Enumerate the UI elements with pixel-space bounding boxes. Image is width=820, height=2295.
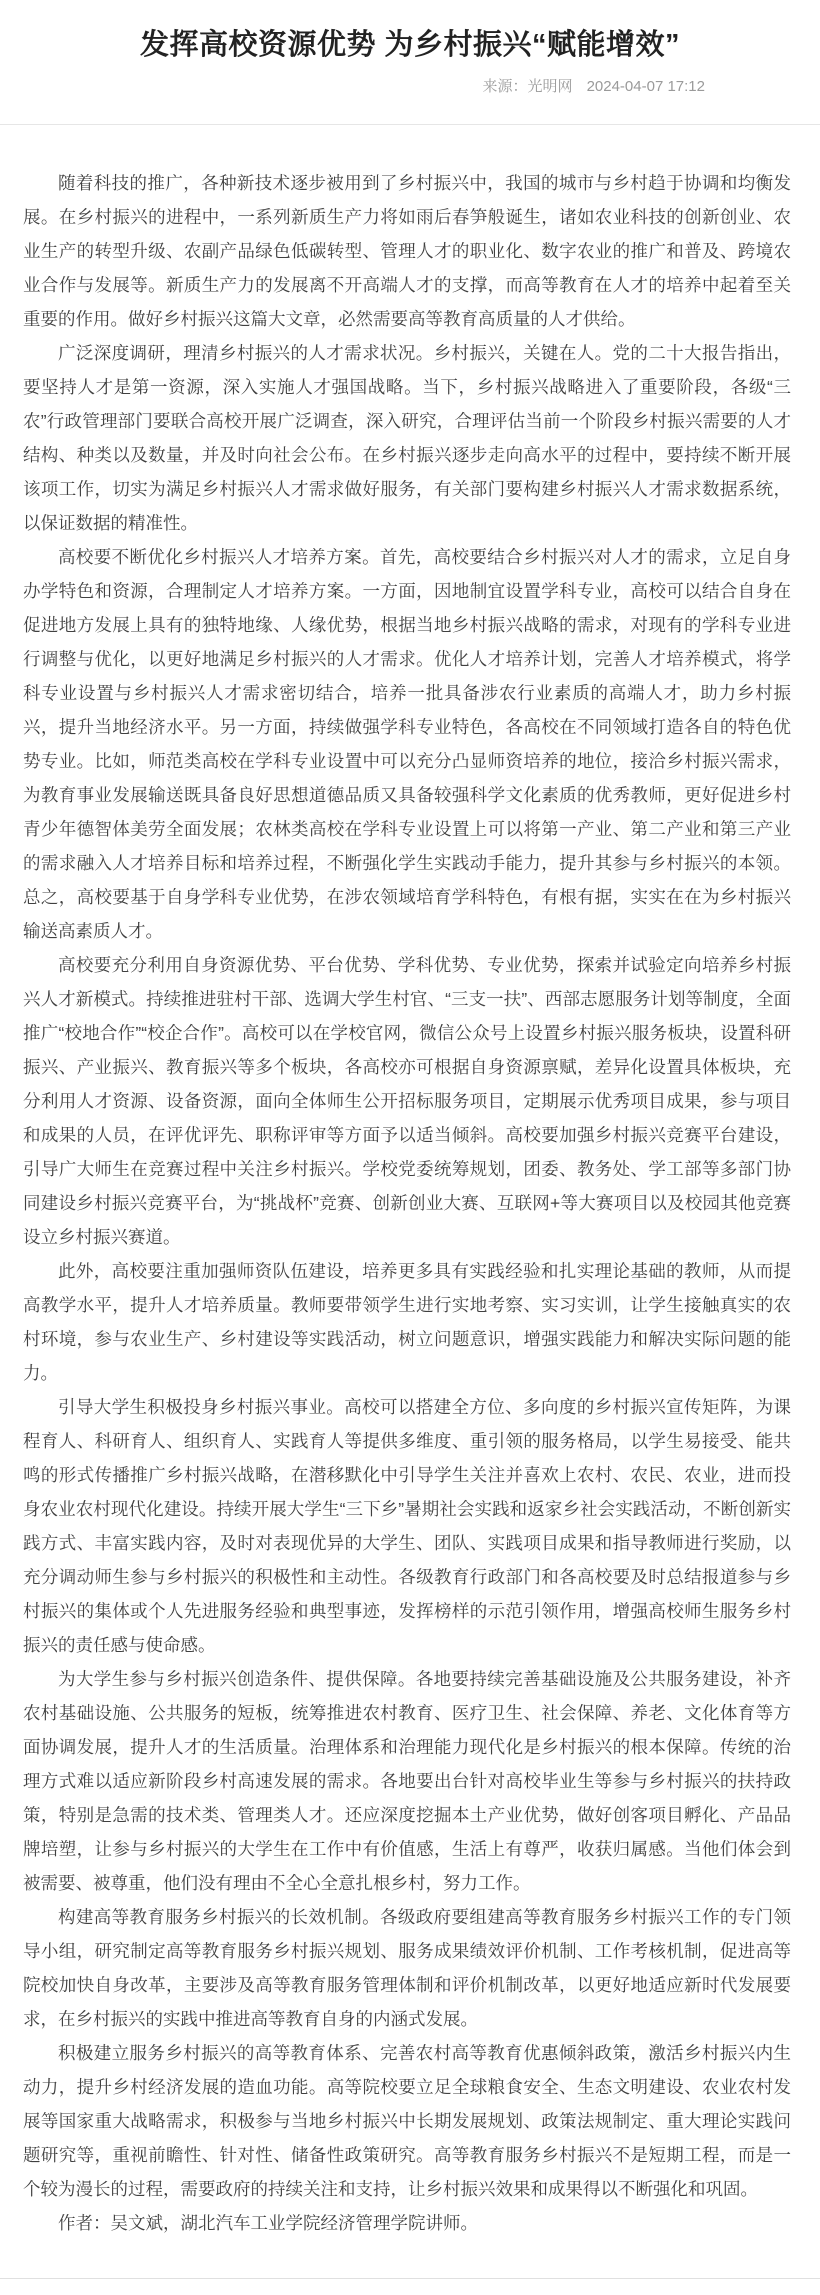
article-paragraph: 高校要充分利用自身资源优势、平台优势、学科优势、专业优势，探索并试验定向培养乡村振兴人才新模式。持续推进驻村干部、选调大学生村官、“三支一扶”、西部志愿服务计划等制度，全面推广“校地合作”“校企合作”。高校可以在学校官网，微信公众号上设置乡村振兴服务板块，设置科研振兴、产业振兴、教育振兴等多个板块，各高校亦可根据自身资源禀赋，差异化设置具体板块，充分利用人才资源、设备资源，面向全体师生公开招标服务项目，定期展示优秀项目成果，参与项目和成果的人员，在评优评先、职称评审等方面予以适当倾斜。高校要加强乡村振兴竞赛平台建设，引导广大师生在竞赛过程中关注乡村振兴。学校党委统筹规划，团委、教务处、学工部等多部门协同建设乡村振兴竞赛平台，为“挑战杯”竞赛、创新创业大赛、互联网+等大赛项目以及校园其他竞赛设立乡村振兴赛道。	[23, 955, 791, 1247]
article-paragraph: 高校要不断优化乡村振兴人才培养方案。首先，高校要结合乡村振兴对人才的需求，立足自身办学特色和资源，合理制定人才培养方案。一方面，因地制宜设置学科专业，高校可以结合自身在促进地方发展上具有的独特地缘、人缘优势，根据当地乡村振兴战略的需求，对现有的学科专业进行调整与优化，以更好地满足乡村振兴的人才需求。优化人才培养计划，完善人才培养模式，将学科专业设置与乡村振兴人才需求密切结合，培养一批具备涉农行业素质的高端人才，助力乡村振兴，提升当地经济水平。另一方面，持续做强学科专业特色，各高校在不同领域打造各自的特色优势专业。比如，师范类高校在学科专业设置中可以充分凸显师资培养的地位，接洽乡村振兴需求，为教育事业发展输送既具备良好思想道德品质又具备较强科学文化素质的优秀教师，更好促进乡村青少年德智体美劳全面发展；农林类高校在学科专业设置上可以将第一产业、第二产业和第三产业的需求融入人才培养目标和培养过程，不断强化学生实践动手能力，提升其参与乡村振兴的本领。总之，高校要基于自身学科专业优势，在涉农领域培育学科特色，有根有据，实实在在为乡村振兴输送高素质人才。	[23, 547, 791, 941]
article-header	[0, 0, 820, 97]
bottom-divider	[0, 2278, 820, 2279]
source-name: 光明网	[527, 78, 573, 95]
header-divider	[0, 124, 820, 125]
article-paragraph: 积极建立服务乡村振兴的高等教育体系、完善农村高等教育优惠倾斜政策，激活乡村振兴内生动力，提升乡村经济发展的造血功能。高等院校要立足全球粮食安全、生态文明建设、农业农村发展等国家重大战略需求，积极参与当地乡村振兴中长期发展规划、政策法规制定、重大理论实践问题研究等，重视前瞻性、针对性、储备性政策研究。高等教育服务乡村振兴不是短期工程，而是一个较为漫长的过程，需要政府的持续关注和支持，让乡村振兴效果和成果得以不断强化和巩固。	[23, 2043, 791, 2199]
author-line: 作者：吴文斌，湖北汽车工业学院经济管理学院讲师。	[58, 2213, 478, 2233]
article-paragraph: 随着科技的推广，各种新技术逐步被用到了乡村振兴中，我国的城市与乡村趋于协调和均衡发展。在乡村振兴的进程中，一系列新质生产力将如雨后春笋般诞生，诸如农业科技的创新创业、农业生产的转型升级、农副产品绿色低碳转型、管理人才的职业化、数字农业的推广和普及、跨境农业合作与发展等。新质生产力的发展离不开高端人才的支撑，而高等教育在人才的培养中起着至关重要的作用。做好乡村振兴这篇大文章，必然需要高等教育高质量的人才供给。	[23, 173, 791, 329]
article-paragraph: 构建高等教育服务乡村振兴的长效机制。各级政府要组建高等教育服务乡村振兴工作的专门领导小组，研究制定高等教育服务乡村振兴规划、服务成果绩效评价机制、工作考核机制，促进高等院校加快自身改革，主要涉及高等教育服务管理体制和评价机制改革，以更好地适应新时代发展要求，在乡村振兴的实践中推进高等教育自身的内涵式发展。	[23, 1907, 791, 2029]
article-paragraph: 广泛深度调研，理清乡村振兴的人才需求状况。乡村振兴，关键在人。党的二十大报告指出，要坚持人才是第一资源，深入实施人才强国战略。当下，乡村振兴战略进入了重要阶段，各级“三农”行政管理部门要联合高校开展广泛调查，深入研究，合理评估当前一个阶段乡村振兴需要的人才结构、种类以及数量，并及时向社会公布。在乡村振兴逐步走向高水平的过程中，要持续不断开展该项工作，切实为满足乡村振兴人才需求做好服务，有关部门要构建乡村振兴人才需求数据系统，以保证数据的精准性。	[23, 343, 791, 533]
article-paragraph: 引导大学生积极投身乡村振兴事业。高校可以搭建全方位、多向度的乡村振兴宣传矩阵，为课程育人、科研育人、组织育人、实践育人等提供多维度、重引领的服务格局，以学生易接受、能共鸣的形式传播推广乡村振兴战略，在潜移默化中引导学生关注并喜欢上农村、农民、农业，进而投身农业农村现代化建设。持续开展大学生“三下乡”暑期社会实践和返家乡社会实践活动，不断创新实践方式、丰富实践内容，及时对表现优异的大学生、团队、实践项目成果和指导教师进行奖励，以充分调动师生参与乡村振兴的积极性和主动性。各级教育行政部门和各高校要及时总结报道参与乡村振兴的集体或个人先进服务经验和典型事迹，发挥榜样的示范引领作用，增强高校师生服务乡村振兴的责任感与使命感。	[23, 1397, 791, 1655]
page-title: 发挥高校资源优势 为乡村振兴“赋能增效”	[139, 29, 681, 61]
publish-datetime: 2024-04-07 17:12	[586, 78, 705, 95]
source-label: 来源：	[482, 78, 528, 95]
article-meta	[0, 77, 820, 97]
article-body	[0, 133, 820, 2240]
article-paragraph: 此外，高校要注重加强师资队伍建设，培养更多具有实践经验和扎实理论基础的教师，从而提高教学水平，提升人才培养质量。教师要带领学生进行实地考察、实习实训，让学生接触真实的农村环境，参与农业生产、乡村建设等实践活动，树立问题意识，增强实践能力和解决实际问题的能力。	[23, 1261, 791, 1383]
article-paragraph: 为大学生参与乡村振兴创造条件、提供保障。各地要持续完善基础设施及公共服务建设，补齐农村基础设施、公共服务的短板，统筹推进农村教育、医疗卫生、社会保障、养老、文化体育等方面协调发展，提升人才的生活质量。治理体系和治理能力现代化是乡村振兴的根本保障。传统的治理方式难以适应新阶段乡村高速发展的需求。各地要出台针对高校毕业生等参与乡村振兴的扶持政策，特别是急需的技术类、管理类人才。还应深度挖掘本土产业优势，做好创客项目孵化、产品品牌培塑，让参与乡村振兴的大学生在工作中有价值感，生活上有尊严，收获归属感。当他们体会到被需要、被尊重，他们没有理由不全心全意扎根乡村，努力工作。	[23, 1669, 791, 1893]
